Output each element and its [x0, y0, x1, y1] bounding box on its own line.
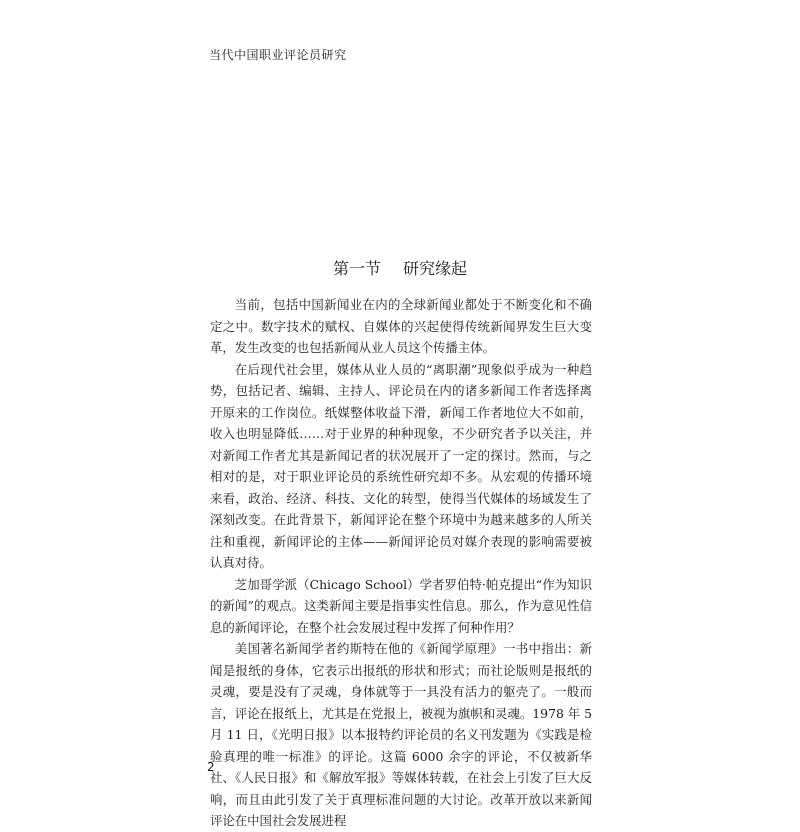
section-heading: [0, 256, 800, 279]
body-text: [210, 294, 592, 832]
running-header: 当代中国职业评论员研究: [209, 48, 347, 62]
paragraph: 芝加哥学派（Chicago School）学者罗伯特·帕克提出“作为知识的新闻”的观点。这类新闻主要是指事实性信息。那么，作为意见性信息的新闻评论，在整个社会发展过程中发挥了何种作用？: [210, 576, 592, 635]
paragraph: 在后现代社会里，媒体从业人员的“离职潮”现象似乎成为一种趋势，包括记者、编辑、主持人、评论员在内的诸多新闻工作者选择离开原来的工作岗位。纸媒整体收益下滑，新闻工作者地位大不如前，收入也明显降低……对于业界的种种现象，不少研究者予以关注，并对新闻工作者尤其是新闻记者的状况展开了一定的探讨。然而，与之相对的是，对于职业评论员的系统性研究却不多。从宏观的传播环境来看，政治、经济、科技、文化的转型，使得当代媒体的场域发生了深刻改变。在此背景下，新闻评论在整个环境中为越来越多的人所关注和重视，新闻评论的主体——新闻评论员对媒介表现的影响需要被认真对待。: [210, 361, 592, 570]
section-title: 研究缘起: [403, 259, 468, 278]
section-number: 第一节: [332, 259, 381, 278]
paragraph: 美国著名新闻学者约斯特在他的《新闻学原理》一书中指出：新闻是报纸的身体，它表示出报纸的形状和形式；而社论版则是报纸的灵魂，要是没有了灵魂，身体就等于一具没有活力的躯壳了。一般而言，评论在报纸上，尤其是在党报上，被视为旗帜和灵魂。1978 年 5 月 11 日，《光明日报》以本报特约评论员的名义刊发题为《实践是检验真理的唯一标准》的评论。这篇 6000 余字的评论，不仅被新华社、《人民日报》和《解放军报》等媒体转载，在社会上引发了巨大反响，而且由此引发了关于真理标准问题的大讨论。改革开放以来新闻评论在中国社会发展进程: [210, 641, 592, 828]
paragraph: 当前，包括中国新闻业在内的全球新闻业都处于不断变化和不确定之中。数字技术的赋权、自媒体的兴起使得传统新闻界发生巨大变革，发生改变的也包括新闻从业人员这个传播主体。: [210, 297, 592, 355]
page-number: 2: [207, 760, 215, 774]
